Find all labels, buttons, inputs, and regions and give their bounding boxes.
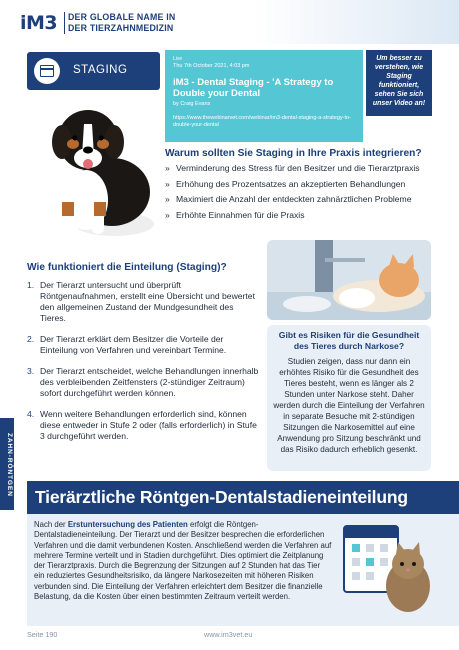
how-heading: Wie funktioniert die Einteilung (Staging)? [27,262,227,273]
step-number: 3. [27,366,35,376]
why-list-item: » Maximiert die Anzahl der entdeckten zahnärztlichen Probleme [163,194,443,205]
section-title: Tierärztliche Röntgen-Dentalstadieneinteilung [35,487,408,507]
tagline-line-2: DER TIERZAHNMEDIZIN [68,22,174,33]
webinar-date: Thu 7th October 2021, 4:03 pm [173,63,250,69]
risk-info-box [267,325,431,471]
body-intro: Nach der [34,520,68,529]
how-step [27,280,260,324]
how-step [27,334,260,356]
video-callout: Um besser zu verstehen, wie Staging funktioniert, sehen Sie sich unser Video an! [366,50,432,116]
how-steps [27,280,260,452]
webinar-live-label: Live [173,56,183,62]
how-step [27,366,260,399]
calendar-icon [34,58,60,84]
why-list [163,163,443,225]
dog-illustration [22,94,162,244]
tagline-line-1: DER GLOBALE NAME IN [68,12,176,22]
webinar-card[interactable] [165,50,363,142]
step-text: Wenn weitere Behandlungen erforderlich sind, können diese entweder in Stufe 2 oder (falls erforderlich) in Stufe 3 durchgeführt werden. [40,409,257,441]
cat-examination-photo [267,240,431,320]
staging-label: STAGING [73,64,128,76]
body-rest: erfolgt die Röntgen-Dentalstadieneinteilung. Der Tierarzt und der Besitzer besprechen die erforderlichen Verfahren und die damit verbundenen Kosten. Anschließend werden die Verfahren auf mehrere Termine verteilt und in Stadien durchgeführt. Dies optimiert die Zeitplanung der Tierarztpraxis. Durch die Begrenzung der Sitzungen auf 2 Stunden hat das Tier ein reduziertes Gesundheitsrisiko, da längere Narkosezeiten mit höheren Risiken verbunden sind. Die Einteilung der Verfahren erleichtert dem Besitzer die finanzielle Belastung, da die Kosten über einen bestimmten Zeitraum verteilt werden. [34,520,332,602]
why-list-item: » Erhöhung des Prozentsatzes an akzeptierten Behandlungen [163,179,443,190]
webinar-author: by Craig Evans [173,101,211,107]
step-text: Der Tierarzt erklärt dem Besitzer die Vorteile der Einteilung von Verfahren und vereinbart Termine. [40,334,227,355]
section-side-label: ZAHN-RÖNTGEN [6,433,13,497]
step-text: Der Tierarzt entscheidet, welche Behandlungen innerhalb des verbleibenden Zeitfensters (2-stündiger Zeitraum) sofort durchgeführt werden können. [40,366,259,398]
webinar-title[interactable]: iM3 - Dental Staging - 'A Strategy to Double your Dental [173,77,334,99]
section-body [34,520,332,602]
risk-text: Studien zeigen, dass nur dann ein erhöhtes Risiko für die Gesundheit des Tieres besteht, wenn es länger als 2 Stunden unter Narkose steht. Daher werden durch die Einteilung der Verfahren in separate Besuche mit 2-stündigen Sitzungen die Narkosemittel auf eine Anwendung pro Sitzung beschränkt und das Risiko dadurch erheblich gesenkt. [273,357,425,454]
risk-title: Gibt es Risiken für die Gesundheit des Tieres durch Narkose? [278,330,420,351]
step-number: 4. [27,409,35,419]
step-number: 1. [27,280,35,290]
why-heading: Warum sollten Sie Staging in Ihre Praxis integrieren? [165,148,422,159]
step-text: Der Tierarzt untersucht und überprüft Röntgenaufnahmen, erstellt eine Übersicht und bewertet den allgemeinen Zustand der Mundgesundheit des Tieres. [40,280,255,323]
how-step [27,409,260,442]
body-emphasis: Erstuntersuchung des Patienten [67,520,188,529]
page-number: Seite 190 [27,630,58,639]
webinar-link[interactable]: https://www.thewebinarvet.com/webinar/im3-dental-staging-a-strategy-to-double-your-dental [173,115,351,128]
why-list-item: » Erhöhte Einnahmen für die Praxis [163,210,443,221]
why-list-item: » Verminderung des Stress für den Besitzer und die Tierarztpraxis [163,163,443,174]
brand-tagline [68,12,175,33]
staging-badge [27,52,160,90]
logo-divider [64,12,65,34]
brand-logo[interactable]: iM3 [20,12,58,34]
step-number: 2. [27,334,35,344]
footer-link[interactable]: www.im3vet.eu [204,630,253,639]
cat-calendar-illustration [340,520,434,618]
